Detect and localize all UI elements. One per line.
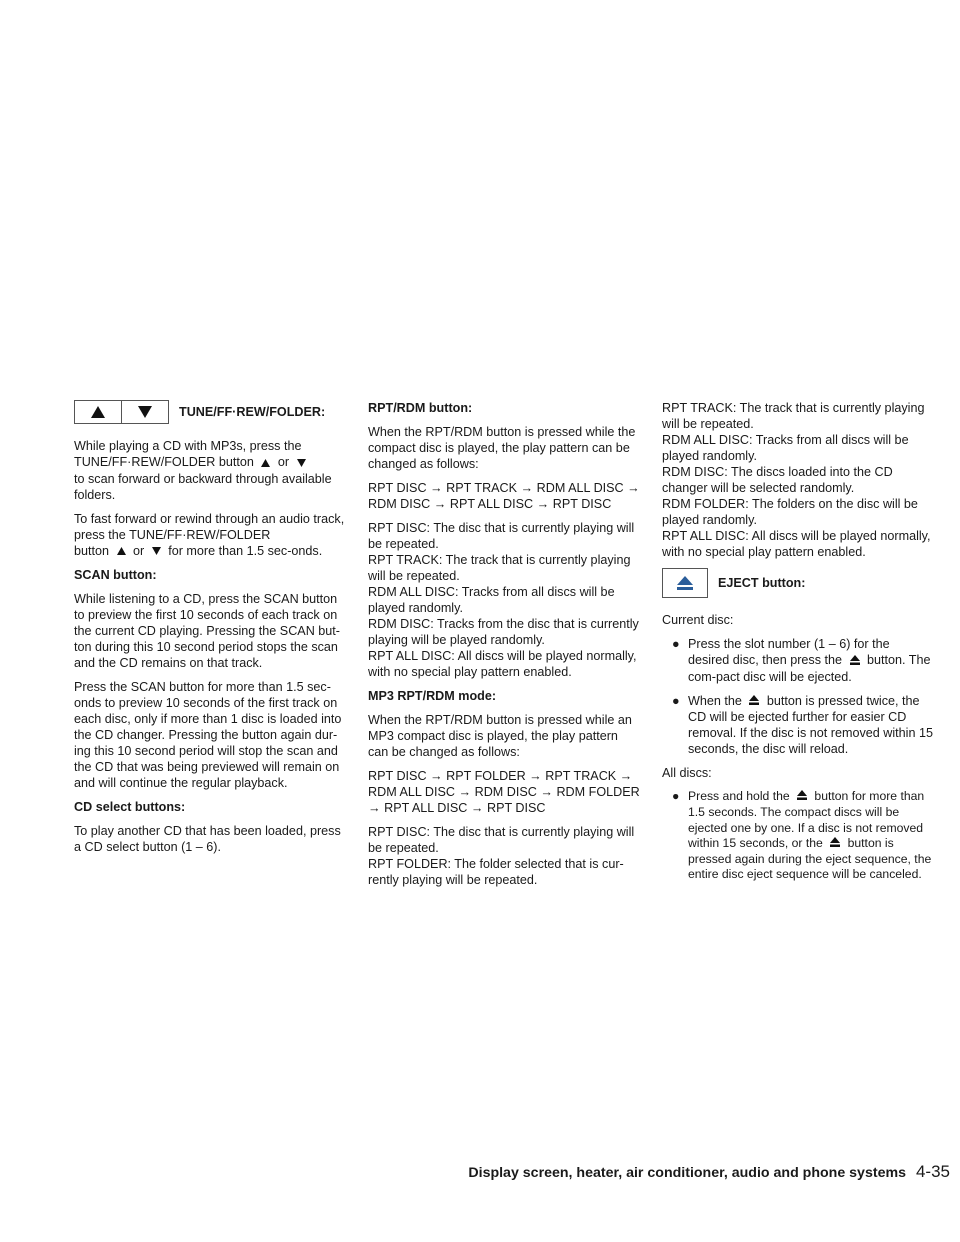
mp3-rpt-disc-def: RPT DISC: The disc that is currently playing will be repeated. bbox=[368, 825, 635, 855]
rpt-rdm-intro: When the RPT/RDM button is pressed while the compact disc is played, the play pattern can be changed as follows: bbox=[368, 425, 636, 471]
eject-icon bbox=[677, 576, 693, 590]
button-word: button bbox=[74, 543, 110, 558]
all-discs-label: All discs: bbox=[662, 766, 712, 781]
bullet-text-pre: Press the slot number (1 – 6) for the desired disc, then press the bbox=[688, 637, 890, 667]
rpt-rdm-sequence: RPT DISC → RPT TRACK → RDM ALL DISC → RDM DISC → RPT ALL DISC → RPT DISC bbox=[368, 481, 640, 511]
eject-icon bbox=[797, 789, 807, 805]
up-arrow-icon bbox=[261, 455, 270, 471]
cd-select-para: To play another CD that has been loaded, press a CD select button (1 – 6). bbox=[74, 824, 341, 855]
rpt-all-disc-def: RPT ALL DISC: All discs will be played normally, with no special play pattern enabled. bbox=[368, 649, 637, 679]
scan-para-2: Press the SCAN button for more than 1.5 sec-onds to preview 10 seconds of the first track on each disc, only if more than 1 disc is loaded into the CD changer. Pressing the button again dur-ing this 10 second period will stop the scan and the CD that was being previewed will remain on and will continue the regular playback. bbox=[74, 680, 342, 791]
ffrew-para-line2 bbox=[74, 543, 346, 560]
or-text: or bbox=[277, 455, 290, 469]
column-2 bbox=[368, 400, 640, 888]
tune-para-rest: to scan forward or backward through available folders. bbox=[74, 471, 332, 502]
bullet-text-post: button is pressed again during the eject sequence, the entire disc eject sequence will be canceled. bbox=[688, 836, 932, 882]
eject-heading-row bbox=[662, 568, 934, 598]
bullet-text-post: button is pressed twice, the CD will be ejected further for easier CD removal. If the disc is not removed within 15 seconds, the disc will reload. bbox=[688, 693, 933, 757]
bullet: ● bbox=[672, 637, 680, 651]
eject-button-illustration bbox=[662, 568, 708, 598]
bullet-text-post: button. The com-pact disc will be ejected. bbox=[688, 653, 931, 684]
section-title: Display screen, heater, air conditioner, audio and phone systems bbox=[468, 1165, 906, 1181]
eject-heading: EJECT button: bbox=[718, 576, 806, 590]
rdm-all-disc-def: RDM ALL DISC: Tracks from all discs will be played randomly. bbox=[368, 585, 615, 615]
ffrew-duration-text: for more than 1.5 sec-onds. bbox=[168, 543, 323, 558]
down-arrow-icon bbox=[121, 401, 168, 423]
mp3-rpt-all-def: RPT ALL DISC: All discs will be played normally, with no special play pattern enabled. bbox=[662, 529, 931, 559]
mp3-rpt-folder-def: RPT FOLDER: The folder selected that is cur-rently playing will be repeated. bbox=[368, 857, 624, 887]
list-item bbox=[672, 789, 934, 883]
down-arrow-icon bbox=[297, 455, 306, 471]
bullet: ● bbox=[672, 789, 680, 804]
cd-select-heading: CD select buttons: bbox=[74, 800, 186, 815]
mp3-heading: MP3 RPT/RDM mode: bbox=[368, 689, 497, 703]
tune-button-illustration bbox=[74, 400, 169, 424]
mp3-rdm-folder-def: RDM FOLDER: The folders on the disc will be played randomly. bbox=[662, 497, 918, 527]
bullet-text bbox=[688, 693, 934, 758]
ffrew-para-line1: To fast forward or rewind through an audio track, press the TUNE/FF·REW/FOLDER bbox=[74, 511, 345, 542]
tune-heading-row bbox=[74, 400, 346, 424]
mp3-rdm-all-def: RDM ALL DISC: Tracks from all discs will be played randomly. bbox=[662, 433, 909, 463]
up-arrow-icon bbox=[117, 543, 126, 559]
rpt-rdm-heading: RPT/RDM button: bbox=[368, 401, 473, 415]
list-item bbox=[672, 693, 934, 758]
bullet-text-pre: Press and hold the bbox=[688, 789, 790, 804]
eject-icon bbox=[850, 653, 860, 669]
rdm-disc-def: RDM DISC: Tracks from the disc that is currently playing will be played randomly. bbox=[368, 617, 639, 647]
bullet: ● bbox=[672, 693, 680, 708]
page-number: 4-35 bbox=[915, 1162, 950, 1181]
down-arrow-icon bbox=[152, 543, 161, 559]
tune-para-line2 bbox=[74, 454, 346, 471]
bullet-text-mid: button for more than 1.5 seconds. The compact discs will be ejected one by one. If a disc is not removed within 15 seconds, or the bbox=[688, 789, 925, 851]
tune-para-line1: While playing a CD with MP3s, press the bbox=[74, 439, 302, 453]
eject-icon bbox=[830, 836, 840, 852]
scan-para-1: While listening to a CD, press the SCAN button to preview the first 10 seconds of each track on the current CD playing. Pressing the SCAN but-ton during this 10 second period stops the scan and the CD remains on that track. bbox=[74, 592, 340, 671]
eject-icon bbox=[749, 693, 759, 709]
tune-button-text: TUNE/FF·REW/FOLDER button bbox=[74, 455, 254, 469]
rpt-disc-def: RPT DISC: The disc that is currently playing will be repeated. bbox=[368, 521, 635, 551]
rpt-track-def: RPT TRACK: The track that is currently playing will be repeated. bbox=[368, 553, 631, 583]
mp3-rpt-track-def: RPT TRACK: The track that is currently playing will be repeated. bbox=[662, 401, 925, 431]
current-disc-label: Current disc: bbox=[662, 613, 734, 627]
up-arrow-icon bbox=[75, 401, 121, 423]
tune-heading: TUNE/FF·REW/FOLDER: bbox=[179, 405, 326, 419]
page-footer bbox=[420, 1162, 950, 1182]
list-item bbox=[672, 636, 934, 685]
or-text: or bbox=[133, 543, 145, 558]
scan-heading: SCAN button: bbox=[74, 568, 157, 583]
column-3 bbox=[662, 400, 934, 891]
bullet-text bbox=[688, 636, 934, 685]
mp3-sequence: RPT DISC → RPT FOLDER → RPT TRACK → RDM ALL DISC → RDM DISC → RDM FOLDER → RPT ALL DISC → RPT DISC bbox=[368, 769, 640, 815]
mp3-rdm-disc-def: RDM DISC: The discs loaded into the CD changer will be selected randomly. bbox=[662, 465, 893, 495]
bullet-text bbox=[688, 789, 934, 883]
column-1 bbox=[74, 400, 346, 863]
bullet-text-pre: When the bbox=[688, 693, 742, 708]
mp3-intro: When the RPT/RDM button is pressed while an MP3 compact disc is played, the play pattern can be changed as follows: bbox=[368, 713, 632, 759]
